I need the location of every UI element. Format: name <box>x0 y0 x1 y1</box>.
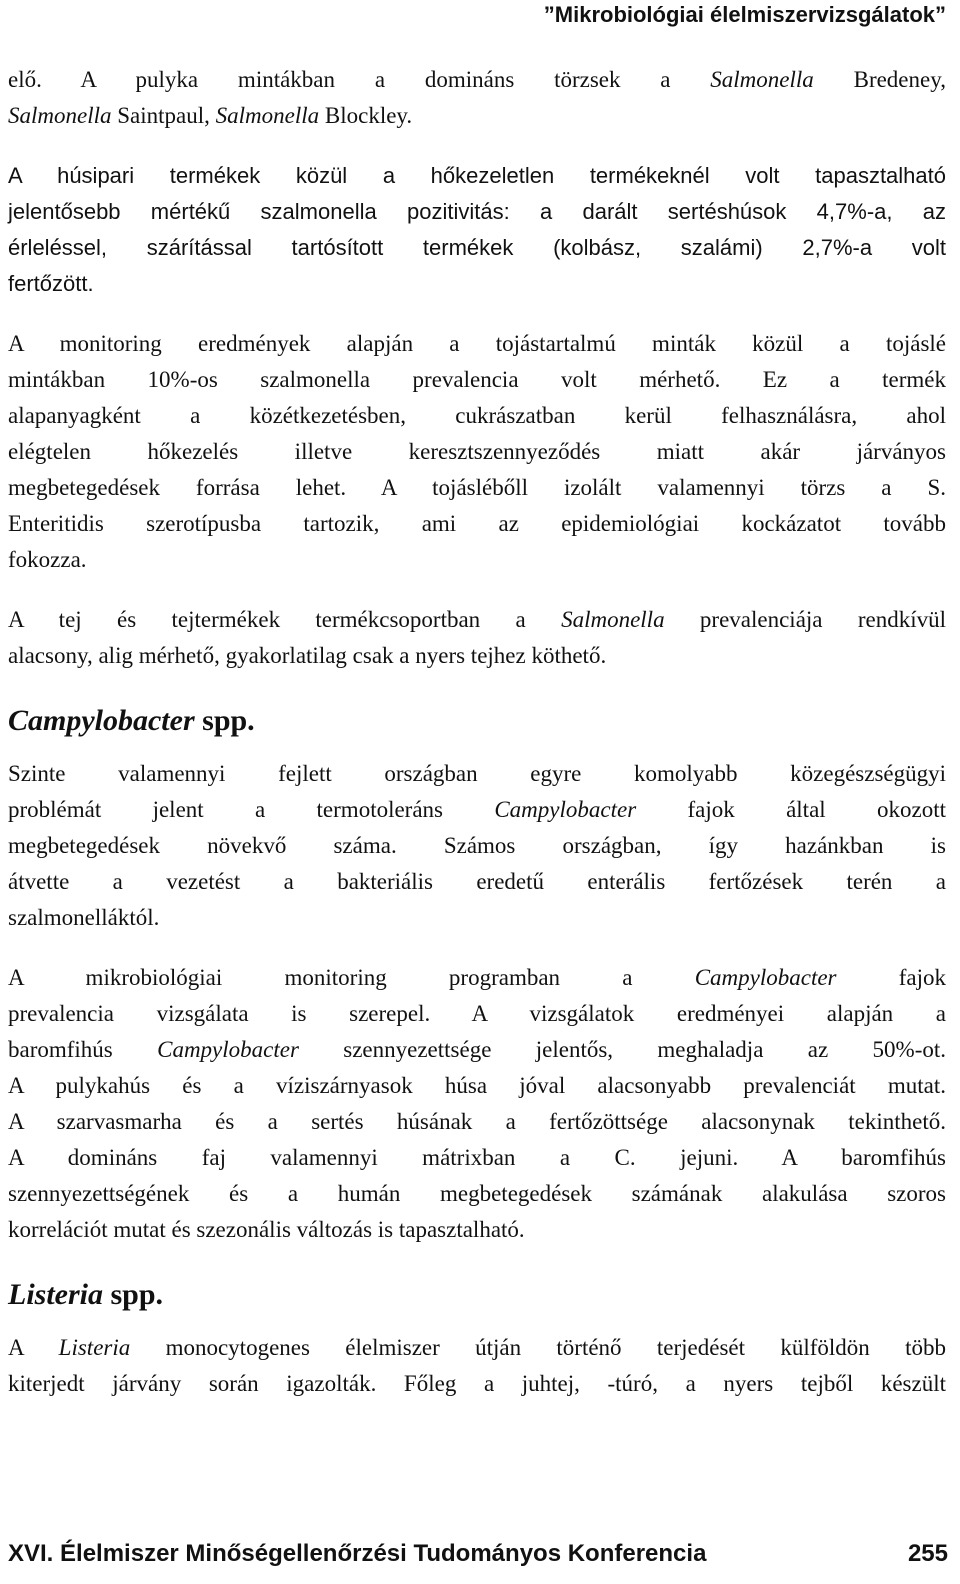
paragraph-salmonella-turkey <box>8 62 946 134</box>
text-line: A húsipari termékek közül a hőkezeletlen termékeknél volt tapasztalható <box>8 163 946 188</box>
paragraph-egg-products <box>8 326 946 578</box>
section-heading-listeria: Listeria spp. <box>8 1278 164 1311</box>
section-heading-campylobacter: Campylobacter spp. <box>8 704 255 737</box>
text-line: alapanyagként a közétkezetésben, cukrászatban kerül felhasználásra, ahol <box>8 403 946 428</box>
paragraph-meat-products <box>8 158 946 302</box>
text-line: problémát jelent a termotoleráns Campylobacter fajok által okozott <box>8 797 946 822</box>
text-line: baromfihús Campylobacter szennyezettsége jelentős, meghaladja az 50%-ot. <box>8 1037 946 1062</box>
text-line: A szarvasmarha és a sertés húsának a fertőzöttsége alacsonynak tekinthető. <box>8 1109 946 1134</box>
page-body <box>8 62 946 1426</box>
text-line: A pulykahús és a víziszárnyasok húsa jóval alacsonyabb prevalenciát mutat. <box>8 1073 946 1098</box>
text-line: Salmonella Saintpaul, Salmonella Blockley. <box>8 103 413 128</box>
text-line: jelentősebb mértékű szalmonella pozitivitás: a darált sertéshúsok 4,7%-a, az <box>8 199 946 224</box>
text-line: A mikrobiológiai monitoring programban a Campylobacter fajok <box>8 965 946 990</box>
text-line: A domináns faj valamennyi mátrixban a C. jejuni. A baromfihús <box>8 1145 946 1170</box>
text-line: elő. A pulyka mintákban a domináns törzsek a Salmonella Bredeney, <box>8 67 946 92</box>
text-line: fertőzött. <box>8 271 94 296</box>
text-line: fokozza. <box>8 547 87 572</box>
text-line: szennyezettségének és a humán megbetegedések számának alakulása szoros <box>8 1181 946 1206</box>
text-line: A tej és tejtermékek termékcsoportban a Salmonella prevalenciája rendkívül <box>8 607 946 632</box>
text-line: korrelációt mutat és szezonális változás is tapasztalható. <box>8 1217 525 1242</box>
text-line: prevalencia vizsgálata is szerepel. A vizsgálatok eredményei alapján a <box>8 1001 946 1026</box>
text-line: megbetegedések forrása lehet. A tojáslébőll izolált valamennyi törzs a S. <box>8 475 946 500</box>
text-line: A Listeria monocytogenes élelmiszer útján történő terjedését külföldön több <box>8 1335 946 1360</box>
page-number: 255 <box>907 1540 948 1567</box>
text-line: alacsony, alig mérhető, gyakorlatilag csak a nyers tejhez köthető. <box>8 643 607 668</box>
text-line: Enteritidis szerotípusba tartozik, ami az epidemiológiai kockázatot tovább <box>8 511 946 536</box>
text-line: megbetegedések növekvő száma. Számos országban, így hazánkban is <box>8 833 946 858</box>
text-line: érleléssel, szárítással tartósított termékek (kolbász, szalámi) 2,7%-a volt <box>8 235 946 260</box>
text-line: átvette a vezetést a bakteriális eredetű enterális fertőzések terén a <box>8 869 946 894</box>
text-line: kiterjedt járvány során igazolták. Főleg a juhtej, -túró, a nyers tejből készült <box>8 1371 946 1396</box>
paragraph-campylobacter-intro <box>8 756 946 936</box>
text-line: szalmonelláktól. <box>8 905 160 930</box>
paragraph-dairy-products <box>8 602 946 674</box>
running-header: ”Mikrobiológiai élelmiszervizsgálatok” <box>543 2 946 27</box>
paragraph-campylobacter-monitoring <box>8 960 946 1248</box>
text-line: mintákban 10%-os szalmonella prevalencia volt mérhető. Ez a termék <box>8 367 946 392</box>
footer-conference-title: XVI. Élelmiszer Minőségellenőrzési Tudományos Konferencia <box>8 1540 707 1567</box>
text-line: Szinte valamennyi fejlett országban egyre komolyabb közegészségügyi <box>8 761 946 786</box>
paragraph-listeria <box>8 1330 946 1402</box>
text-line: A monitoring eredmények alapján a tojástartalmú minták közül a tojáslé <box>8 331 946 356</box>
text-line: elégtelen hőkezelés illetve keresztszennyeződés miatt akár járványos <box>8 439 946 464</box>
